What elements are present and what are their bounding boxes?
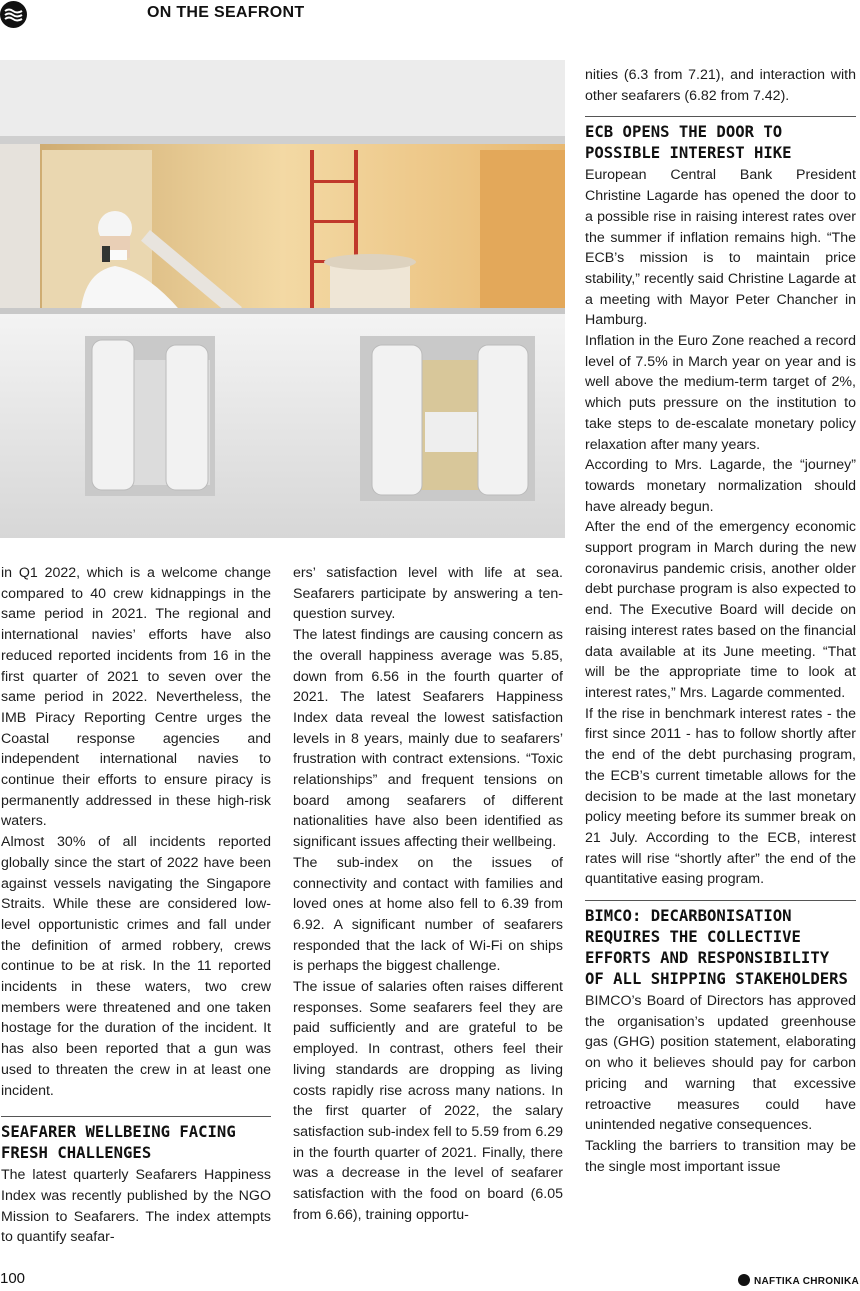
paragraph: Tackling the barriers to transition may be the single most important issue — [585, 1137, 856, 1175]
brand-footer — [738, 1274, 859, 1287]
section-divider — [585, 116, 856, 164]
paragraph: The latest quarterly Seafarers Happiness Index was recently published by the NGO Mission to Seafarers. The index attempts to quantify seafar- — [1, 1167, 271, 1246]
column-1 — [1, 563, 271, 1248]
paragraph: Almost 30% of all incidents reported globally since the start of 2022 have been against vessels navigating the Singapore Straits. While these are considered low-level opportunistic crimes and fall under the definition of armed robbery, crews continue to be at risk. In the 11 reported incidents in these waters, two crew members were threatened and one taken hostage for the duration of the incident. It has also been reported that a gun was used to threaten the crew in at least one incident. — [1, 834, 271, 1099]
page-number: 100 — [0, 1270, 26, 1287]
paragraph: in Q1 2022, which is a welcome change compared to 40 crew kidnappings in the same period in 2021. The regional and international navies’ efforts have also reduced reported incidents from 16 in the first quarter of 2021 to seven over the same period in 2022. Nevertheless, the IMB Piracy Reporting Centre urges the Coastal response agencies and independent international navies to continue their efforts to ensure piracy is permanently addressed in these high-risk waters. — [1, 565, 271, 830]
wave-logo-icon — [0, 1, 27, 28]
section-header: ON THE SEAFRONT — [147, 4, 305, 21]
paragraph: According to Mrs. Lagarde, the “journey” towards monetary normalization should have already begun. — [585, 457, 856, 515]
paragraph: If the rise in benchmark interest rates - the first since 2011 - has to follow shortly after the end of the debt purchasing program, the ECB’s current timetable allows for the decision to be made at the last monetary policy meeting before its summer break on 21 July. According to the ECB, interest rates will rise “shortly after” the end of the quantitative easing program. — [585, 705, 856, 888]
section-divider — [1, 1116, 271, 1164]
paragraph: ers’ satisfaction level with life at sea. Seafarers participate by answering a ten-question survey. — [293, 565, 563, 623]
column-2 — [293, 563, 563, 1226]
section-divider — [585, 900, 856, 990]
paragraph: BIMCO’s Board of Directors has approved the organisation’s updated greenhouse gas (GHG) position statement, elaborating on who it believes should pay for carbon pricing and warning that excessive retroactive measures could have unintended negative consequences. — [585, 993, 856, 1134]
ship-deck-photo — [0, 60, 565, 538]
section-heading: SEAFARER WELLBEING FACING FRESH CHALLENGES — [1, 1123, 236, 1163]
paragraph: Inflation in the Euro Zone reached a record level of 7.5% in March year on year and is well above the medium-term target of 2%, which puts pressure on the institution to take steps to de-escalate monetary policy relaxation after many years. — [585, 333, 856, 453]
section-heading: BIMCO: DECARBONISATION REQUIRES THE COLLECTIVE EFFORTS AND RESPONSIBILITY OF ALL SHIPPING STAKEHOLDERS — [585, 907, 848, 989]
column-3 — [585, 65, 856, 1177]
paragraph: nities (6.3 from 7.21), and interaction with other seafarers (6.82 from 7.42). — [585, 67, 856, 104]
paragraph: After the end of the emergency economic support program in March during the new coronavirus pandemic crisis, another older debt purchase program is also expected to end. The Executive Board will decide on raising interest rates based on the financial data available at its June meeting. “That will be the appropriate time to look at interest rates,” Mrs. Lagarde commented. — [585, 519, 856, 701]
section-heading: ECB OPENS THE DOOR TO POSSIBLE INTEREST HIKE — [585, 123, 792, 163]
paragraph: The issue of salaries often raises different responses. Some seafarers feel they are paid sufficiently and are grateful to be employed. In contrast, others feel their living standards are dropping as living costs rapidly rise across many nations. In the first quarter of 2022, the salary satisfaction sub-index fell to 5.59 from 6.29 in the fourth quarter of 2021. Finally, there was a decrease in the level of seafarer satisfaction with the food on board (6.05 from 6.66), training opportu- — [293, 979, 563, 1223]
paragraph: The sub-index on the issues of connectivity and contact with families and loved ones at home also fell to 6.39 from 6.92. A significant number of seafarers responded that the lack of Wi-Fi on ships is perhaps the biggest challenge. — [293, 854, 563, 975]
brand-name: NAFTIKA CHRONIKA — [754, 1276, 859, 1287]
paragraph: European Central Bank President Christine Lagarde has opened the door to a possible rise in raising interest rates over the summer if inflation remains high. “The ECB’s mission is to maintain price stability,” recently said Christine Lagarde at a meeting with Mayor Peter Chancher in Hamburg. — [585, 167, 856, 329]
paragraph: The latest findings are causing concern as the overall happiness average was 5.85, down from 6.56 in the fourth quarter of 2021. The latest Seafarers Happiness Index data reveal the lowest satisfaction levels in 8 years, mainly due to seafarers’ frustration with contract extensions. “Toxic relationships” and frequent tensions on board among seafarers of different nationalities have also been identified as significant issues affecting their wellbeing. — [293, 627, 563, 851]
brand-logo-icon — [738, 1274, 750, 1286]
